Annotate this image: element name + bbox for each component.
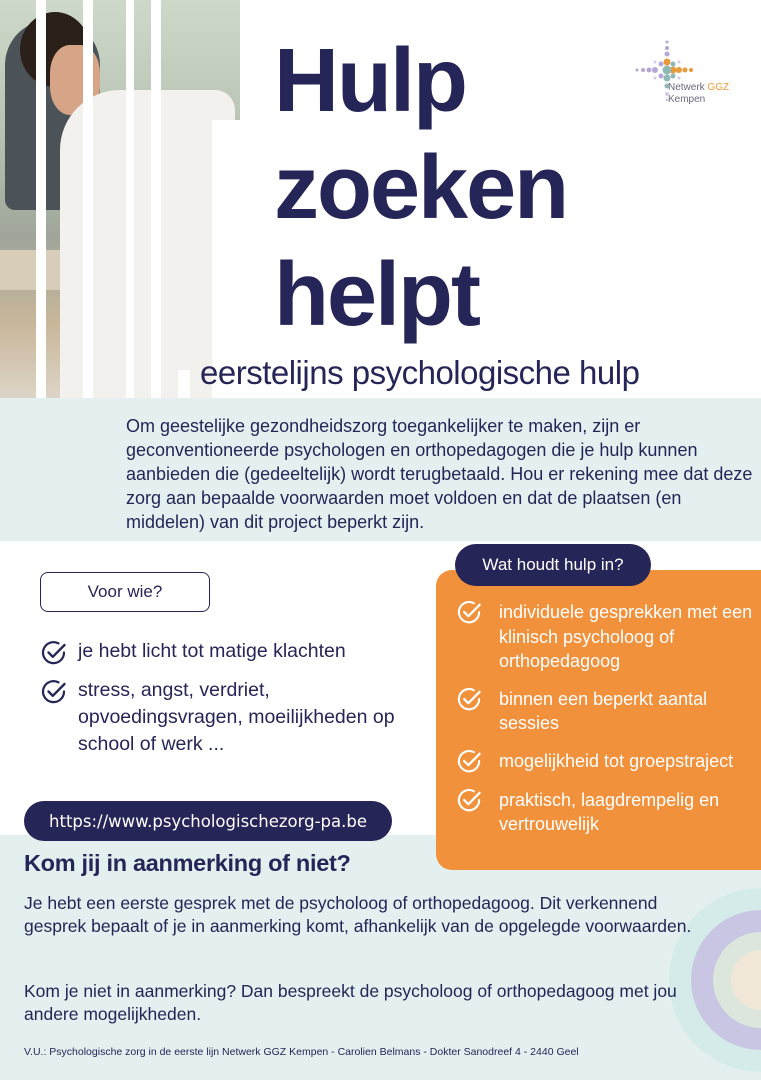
check-circle-icon xyxy=(456,748,483,775)
footer-text: V.U.: Psychologische zorg in de eerste lijn Netwerk GGZ Kempen - Carolien Belmans - Dokter Sanodreef 4 - 2440 Geel xyxy=(24,1046,579,1058)
list-item xyxy=(456,788,756,837)
website-link[interactable]: https://www.psychologischezorg-pa.be xyxy=(24,801,392,841)
check-circle-icon xyxy=(40,678,68,706)
intro-paragraph: Om geestelijke gezondheidszorg toegankelijker te maken, zijn er geconventioneerde psychologen en orthopedagogen die je hulp kunnen aanbieden die (gedeeltelijk) wordt terugbetaald. Hou er rekening mee dat deze zorg aan bepaalde voorwaarden moet voldoen en dat de plaatsen (en middelen) van dit project beperkt zijn. xyxy=(126,416,753,532)
what-list xyxy=(456,600,756,850)
list-item xyxy=(456,600,756,674)
eligibility-heading: Kom jij in aanmerking of niet? xyxy=(24,850,351,876)
check-circle-icon xyxy=(456,599,483,626)
check-circle-icon xyxy=(40,639,68,667)
eligibility-paragraph-1: Je hebt een eerste gesprek met de psycholoog of orthopedagoog. Dit verkennend gesprek bepaalt of je in aanmerking komt, afhankelijk van de opgelegde voorwaarden. xyxy=(24,893,692,936)
logo-text xyxy=(668,82,729,106)
list-item-text: je hebt licht tot matige klachten xyxy=(78,640,346,662)
list-item xyxy=(40,677,420,758)
list-item-text: mogelijkheid tot groepstraject xyxy=(499,750,734,771)
list-item xyxy=(456,749,756,775)
logo-name-part2: GGZ xyxy=(707,82,730,93)
logo-name-line2: Kempen xyxy=(668,94,706,105)
title-line-3: helpt xyxy=(274,245,479,345)
list-item-text: stress, angst, verdriet, opvoedingsvragen, moeilijkheden op school of werk ... xyxy=(78,679,395,755)
list-item xyxy=(40,638,420,667)
title-line-1: Hulp xyxy=(274,31,466,131)
page-title xyxy=(274,28,567,349)
what-label: Wat houdt hulp in? xyxy=(455,544,651,586)
list-item-text: binnen een beperkt aantal sessies xyxy=(499,688,708,733)
page-subtitle: eerstelijns psychologische hulp xyxy=(200,354,640,391)
title-line-2: zoeken xyxy=(274,138,568,238)
check-circle-icon xyxy=(456,787,483,814)
check-circle-icon xyxy=(456,686,483,713)
list-item-text: praktisch, laagdrempelig en vertrouwelijk xyxy=(499,789,720,834)
for-whom-list xyxy=(40,638,420,768)
logo-name-part1: Netwerk xyxy=(668,82,708,93)
for-whom-label: Voor wie? xyxy=(40,572,210,612)
list-item-text: individuele gesprekken met een klinisch psycholoog of orthopedagoog xyxy=(499,602,753,671)
eligibility-paragraph-2: Kom je niet in aanmerking? Dan bespreekt de psycholoog of orthopedagoog met jou andere mogelijkheden. xyxy=(24,981,677,1024)
list-item xyxy=(456,687,756,736)
